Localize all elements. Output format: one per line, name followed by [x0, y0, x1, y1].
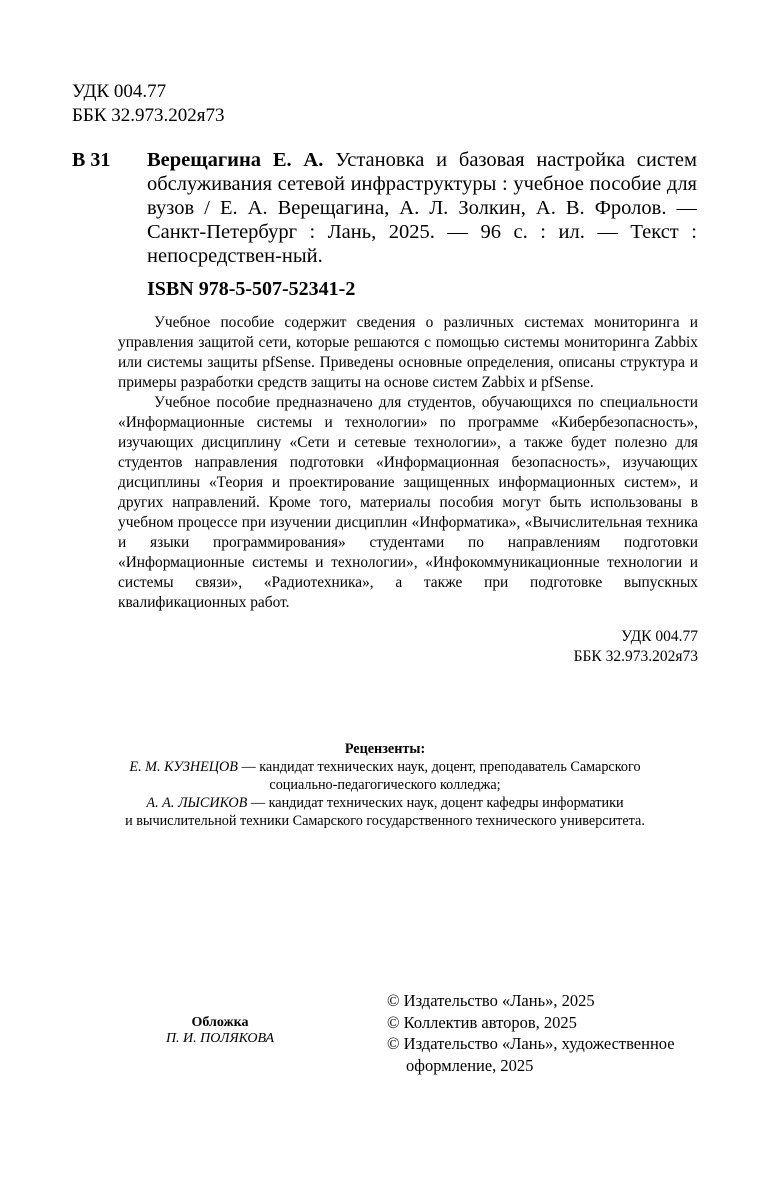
- bbk-code: ББК 32.973.202я73: [72, 105, 225, 126]
- copyright-line: © Коллектив авторов, 2025: [387, 1012, 577, 1032]
- reviewer-1-affiliation: социально-педагогического колледжа;: [269, 777, 501, 793]
- reviewer-2-text: — кандидат технических наук, доцент кафедры информатики: [247, 795, 624, 811]
- reviewer-2-name: А. А. ЛЫСИКОВ: [146, 795, 248, 811]
- udc-code-bottom: УДК 004.77: [621, 628, 698, 645]
- cover-designer: П. И. ПОЛЯКОВА: [165, 1031, 275, 1046]
- reviewers-heading: Рецензенты:: [344, 741, 426, 757]
- reviewer-1-name: Е. М. КУЗНЕЦОВ: [129, 759, 238, 775]
- bbk-code-bottom: ББК 32.973.202я73: [573, 648, 698, 665]
- reviewer-1-text: — кандидат технических наук, доцент, преподаватель Самарского: [237, 759, 641, 775]
- udc-code: УДК 004.77: [72, 81, 167, 102]
- annotation-paragraph-1: Учебное пособие содержит сведения о различных системах мониторинга и управления защитой сети, которые решаются с помощью системы мониторинга Zabbix или системы защиты pfSense. Приведены основные определения, описаны структура и примеры разработки средств защиты на основе систем Zabbix и pfSense.: [118, 314, 698, 391]
- reviewer-2: [72, 794, 698, 812]
- record-description: Установка и базовая настройка систем обслуживания сетевой инфраструктуры : учебное пособие для вузов / Е. А. Верещагина, А. Л. Золкин, А. В. Фролов. — Санкт-Петербург : Лань, 2025. — 96 с. : ил. — Текст : непосредствен-ный.: [147, 149, 697, 267]
- bibliographic-record: [147, 148, 697, 268]
- reviewer-2-affiliation: и вычислительной техники Самарского государственного технического университета.: [125, 813, 645, 829]
- reviewers-block: [72, 740, 698, 830]
- copyright-block: [387, 990, 707, 1076]
- reviewer-1: [72, 758, 698, 776]
- cover-title: Обложка: [191, 1015, 249, 1030]
- classification-codes-bottom: [500, 627, 698, 667]
- annotation-paragraph-2: Учебное пособие предназначено для студентов, обучающихся по специальности «Информационные системы и технологии» по программе «Кибербезопасность», изучающих дисциплину «Сети и сетевые технологии», а также будет полезно для студентов направления подготовки «Информационная безопасность», изучающих дисциплины «Теория и проектирование защищенных информационных систем», и других направлений. Кроме того, материалы пособия могут быть использованы в учебном процессе при изучении дисциплин «Информатика», «Вычислительная техника и языки программирования» студентами по направлениям подготовки «Информационные системы и технологии», «Инфокоммуникационные технологии и системы связи», «Радиотехника», а также при подготовке выпускных квалификационных работ.: [118, 394, 698, 611]
- annotation: [118, 313, 698, 613]
- classification-codes: [72, 80, 224, 128]
- isbn: ISBN 978-5-507-52341-2: [147, 278, 356, 300]
- copyright-line: © Издательство «Лань», художественное оформление, 2025: [387, 1034, 675, 1075]
- cover-credit: [140, 1015, 300, 1047]
- copyright-line: © Издательство «Лань», 2025: [387, 991, 595, 1010]
- author-mark: В 31: [72, 149, 111, 171]
- record-author: Верещагина Е. А.: [147, 149, 324, 171]
